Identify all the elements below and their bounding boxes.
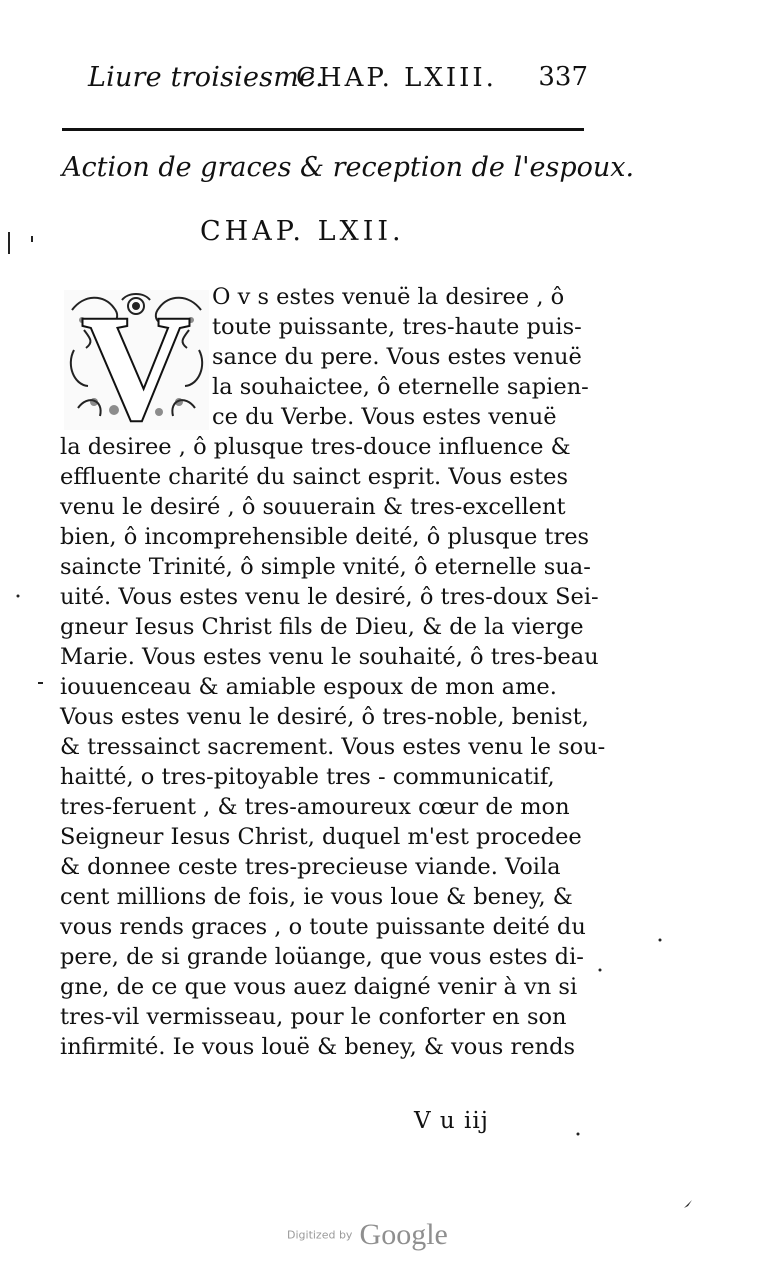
text-line: Seigneur Iesus Christ, duquel m'est procedee: [60, 824, 582, 850]
text-line: sance du pere. Vous estes venuë: [212, 344, 582, 370]
text-line: Vous estes venu le desiré, ô tres-noble, benist,: [60, 704, 589, 730]
running-header-book: Liure troisiesme.: [88, 62, 324, 93]
initial-letter: V: [81, 290, 191, 430]
text-line: toute puissante, tres-haute puis-: [212, 314, 582, 340]
text-line: tres-feruent , & tres-amoureux cœur de mon: [60, 794, 570, 820]
text-line: pere, de si grande loüange, que vous estes di-: [60, 944, 584, 970]
signature-mark: V u iij: [414, 1108, 489, 1134]
text-line: cent millions de fois, ie vous loue & beney, &: [60, 884, 573, 910]
digitized-by-label: Digitized by: [287, 1228, 353, 1242]
text-line: ce du Verbe. Vous estes venuë: [212, 404, 557, 430]
text-line: O v s estes venuë la desiree , ô: [212, 284, 565, 310]
text-line: gne, de ce que vous auez daigné venir à vn si: [60, 974, 578, 1000]
text-line: tres-vil vermisseau, pour le conforter en son: [60, 1004, 567, 1030]
running-header-chapter: CHAP. LXIII.: [296, 63, 497, 93]
text-line: bien, ô incomprehensible deité, ô plusque tres: [60, 524, 590, 550]
text-line: iouuenceau & amiable espoux de mon ame.: [60, 674, 557, 700]
text-line: la souhaictee, ô eternelle sapien-: [212, 374, 589, 400]
text-line: & tressainct sacrement. Vous estes venu le sou-: [60, 734, 606, 760]
text-line: vous rends graces , o toute puissante deité du: [60, 914, 586, 940]
text-line: uité. Vous estes venu le desiré, ô tres-doux Sei-: [60, 584, 599, 610]
text-line: saincte Trinité, ô simple vnité, ô eternelle sua-: [60, 554, 591, 580]
google-logo: Google: [359, 1218, 448, 1251]
text-line: Marie. Vous estes venu le souhaité, ô tres-beau: [60, 644, 599, 670]
page-number: 337: [538, 62, 588, 92]
text-line: gneur Iesus Christ fils de Dieu, & de la vierge: [60, 614, 584, 640]
text-line: infirmité. Ie vous louë & beney, & vous rends: [60, 1034, 576, 1060]
text-line: haitté, o tres-pitoyable tres - communicatif,: [60, 764, 555, 790]
text-line: la desiree , ô plusque tres-douce influence &: [60, 434, 571, 460]
chapter-number: CHAP. LXII.: [200, 216, 405, 247]
text-line: effluente charité du sainct esprit. Vous estes: [60, 464, 569, 490]
text-line: venu le desiré , ô souuerain & tres-excellent: [60, 494, 566, 520]
chapter-title: Action de graces & reception de l'espoux.: [62, 152, 635, 183]
text-line: & donnee ceste tres-precieuse viande. Voila: [60, 854, 561, 880]
digitized-by-google-watermark: [287, 1218, 448, 1252]
